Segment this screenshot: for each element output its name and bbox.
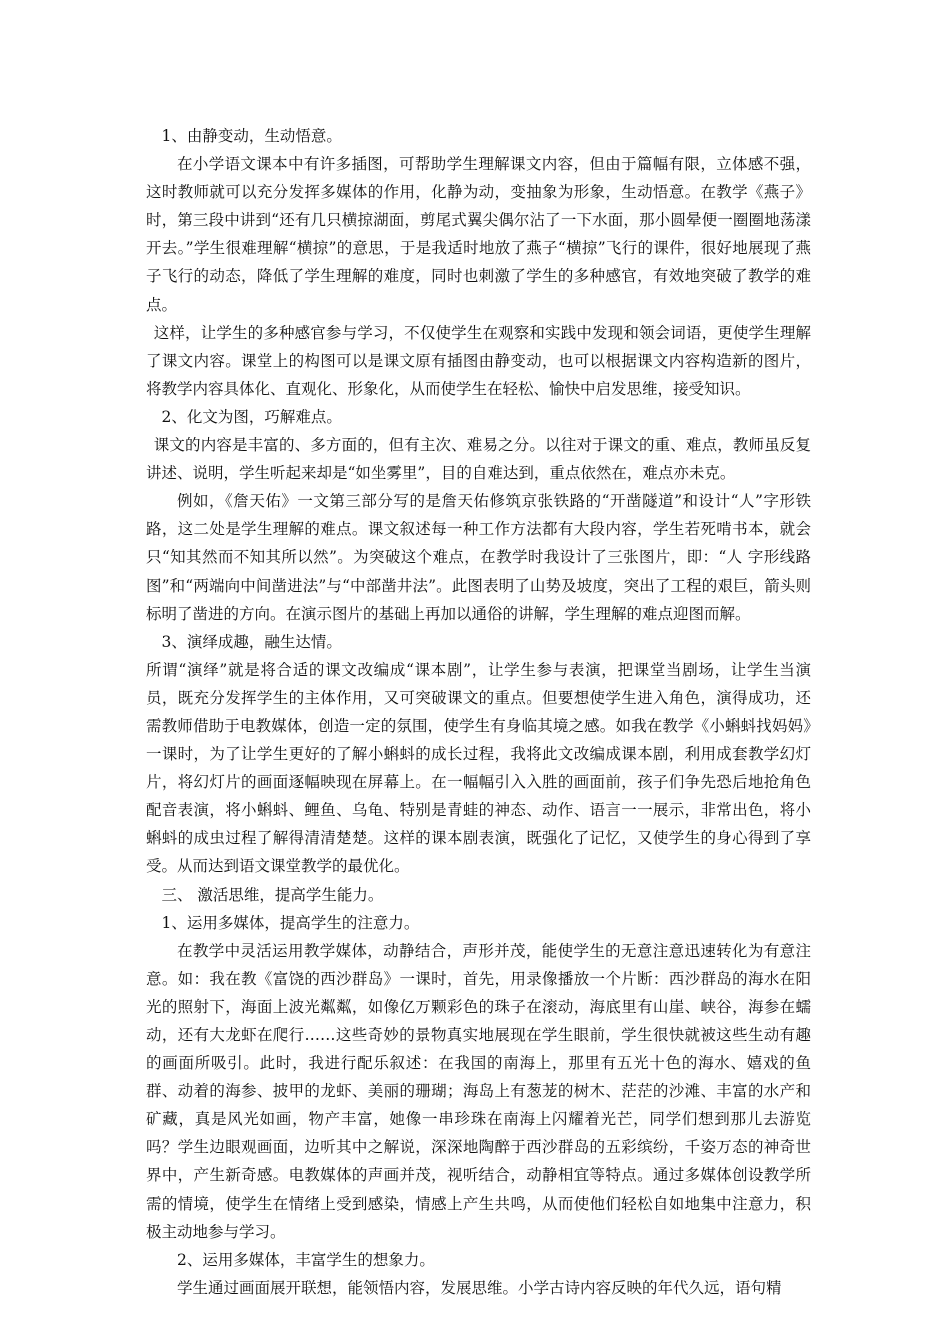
paragraph-illustrations: 在小学语文课本中有许多插图，可帮助学生理解课文内容，但由于篇幅有限，立体感不强，这时教师就可以充分发挥多媒体的作用，化静为动，变抽象为形象，生动悟意。在教学《燕子》时，第三段中讲到“还有几只横掠湖面，剪尾式翼尖偶尔沾了一下水面，那小圆晕便一圈圈地荡漾开去。”学生很难理解“横掠”的意思，于是我适时地放了燕子“横掠”飞行的课件，很好地展现了燕子飞行的动态，降低了学生理解的难度，同时也刺激了学生的多种感官，有效地突破了教学的难点。 — [146, 155, 811, 314]
paragraph-ancient-poems: 学生通过画面展开联想，能领悟内容，发展思维。小学古诗内容反映的年代久远，语句精 — [177, 1278, 782, 1297]
paragraph-zhan-tianyou: 例如，《詹天佑》一文第三部分写的是詹天佑修筑京张铁路的“开凿隧道”和设计“人”字形铁路，这二处是学生理解的难点。课文叙述每一种工作方法都有大段内容，学生若死啃书本，就会只“知其然而不知其所以然”。为突破这个难点，在教学时我设计了三张图片，即：“人 字形线路图”和“两端向中间凿进法”与“中部凿井法”。此图表明了山势及坡度，突出了工程的艰巨，箭头则标明了凿进的方向。在演示图片的基础上再加以通俗的讲解，学生理解的难点迎图而解。 — [146, 492, 811, 623]
heading-3-role-play: 3、演绎成趣，融生达情。 — [161, 632, 342, 651]
heading-1-static-to-dynamic: 1、由静变动，生动悟意。 — [161, 127, 342, 145]
paragraph-xisha-islands: 在教学中灵活运用教学媒体，动静结合，声形并茂，能使学生的无意注意迅速转化为有意注意。如：我在教《富饶的西沙群岛》一课时，首先，用录像播放一个片断：西沙群岛的海水在阳光的照射下，海面上波光粼粼，如像亿万颗彩色的珠子在滚动，海底里有山崖、峡谷，海参在蠕动，还有大龙虾在爬行……这些奇妙的景物真实地展现在学生眼前，学生很快就被这些生动有趣的画面所吸引。此时，我进行配乐叙述：在我国的南海上，那里有五光十色的海水、嬉戏的鱼群、动着的海参、披甲的龙虾、美丽的珊瑚；海岛上有葱茏的树木、茫茫的沙滩、丰富的水产和矿藏，真是风光如画，物产丰富，她像一串珍珠在南海上闪耀着光芒，同学们想到那儿去游览吗？学生边眼观画面，边听其中之解说，深深地陶醉于西沙群岛的五彩缤纷，千姿万态的神奇世界中，产生新奇感。电教媒体的声画并茂，视听结合，动静相宜等特点。通过多媒体创设教学所需的情境，使学生在情绪上受到感染，情感上产生共鸣，从而使他们轻松自如地集中注意力，积极主动地参与学习。 — [146, 941, 811, 1241]
heading-attention: 1、运用多媒体，提高学生的注意力。 — [161, 913, 420, 932]
heading-imagination: 2、运用多媒体，丰富学生的想象力。 — [177, 1250, 435, 1269]
document-body — [146, 122, 811, 1302]
section-heading-3: 三、 激活思维，提高学生能力。 — [161, 885, 384, 904]
heading-2-text-to-image: 2、化文为图，巧解难点。 — [161, 407, 342, 426]
paragraph-lesson-content: 课文的内容是丰富的、多方面的，但有主次、难易之分。以往对于课文的重、难点，教师虽反复讲述、说明，学生听起来却是“如坐雾里”，目的自难达到，重点依然在，难点亦未克。 — [146, 436, 811, 483]
paragraph-textbook-drama: 所谓“演绎”就是将合适的课文改编成“课本剧”，让学生参与表演，把课堂当剧场，让学生当演员，既充分发挥学生的主体作用，又可突破课文的重点。但要想使学生进入角色，演得成功，还需教师借助于电教媒体，创造一定的氛围，使学生有身临其境之感。如我在教学《小蝌蚪找妈妈》一课时，为了让学生更好的了解小蝌蚪的成长过程，我将此文改编成课本剧，利用成套教学幻灯片，将幻灯片的画面逐幅映现在屏幕上。在一幅幅引入入胜的画面前，孩子们争先恐后地抢角色配音表演，将小蝌蚪、鲤鱼、乌龟、特别是青蛙的神态、动作、语言一一展示，非常出色，将小蝌蚪的成虫过程了解得清清楚楚。这样的课本剧表演，既强化了记忆，又使学生的身心得到了享受。从而达到语文课堂教学的最优化。 — [146, 660, 811, 876]
paragraph-multi-sense: 这样，让学生的多种感官参与学习，不仅使学生在观察和实践中发现和领会词语，更使学生理解了课文内容。课堂上的构图可以是课文原有插图由静变动，也可以根据课文内容构造新的图片，将教学内容具体化、直观化、形象化，从而使学生在轻松、愉快中启发思维，接受知识。 — [146, 323, 811, 398]
